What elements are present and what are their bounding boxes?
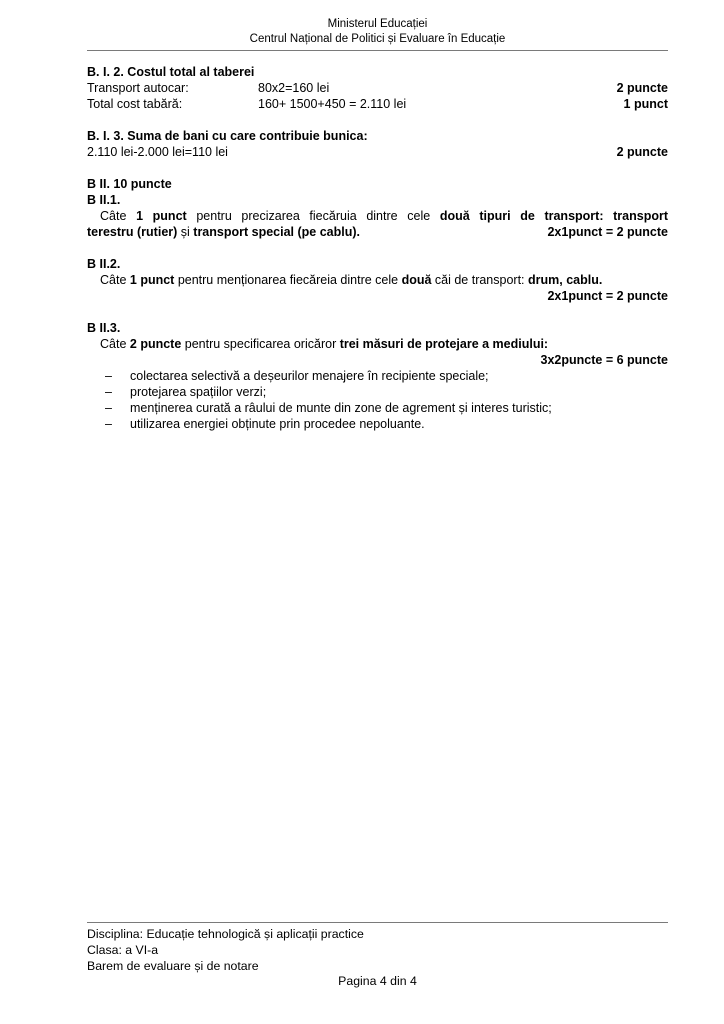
footer-class: Clasa: a VI-a (87, 942, 159, 957)
row-points: 2 puncte (616, 145, 668, 159)
row-points: 3x2puncte = 6 puncte (540, 353, 668, 367)
footer-divider (87, 922, 668, 923)
list-item-text: colectarea selectivă a deșeurilor menajere în recipiente speciale; (130, 369, 489, 383)
text-segment: Câte (100, 273, 130, 287)
section-b-ii-1-title: B II.1. (87, 193, 121, 207)
document-footer (87, 922, 668, 990)
document-header (87, 17, 668, 47)
text-segment: Câte (100, 337, 130, 351)
text-segment-bold: 2 puncte (129, 337, 182, 351)
bullet-dash: – (105, 385, 112, 399)
text-segment-bold: două (401, 273, 432, 287)
b-ii-3-text-line1 (87, 336, 668, 352)
row-points: 1 punct (623, 97, 668, 111)
footer-lines (87, 927, 668, 990)
ministry-name: Ministerul Educației (327, 18, 428, 30)
bullet-dash: – (105, 401, 112, 415)
document-body (87, 64, 668, 432)
bullet-dash: – (105, 417, 112, 431)
text-segment-bold: drum, cablu. (528, 273, 603, 287)
text-segment: și (177, 225, 194, 239)
b-ii-1-text-line2 (87, 224, 668, 240)
b-ii-1-text-line1 (87, 208, 668, 224)
bullet-dash: – (105, 369, 112, 383)
section-b-ii-3 (87, 320, 668, 432)
center-name: Centrul Național de Politici și Evaluare în Educație (249, 33, 506, 45)
text-segment: pentru menționarea fiecăreia dintre cele (174, 273, 402, 287)
row-calculation: 80x2=160 lei (258, 81, 330, 95)
text-segment-bold: 1 punct (129, 273, 175, 287)
cost-row-total (87, 96, 668, 112)
list-item (87, 384, 668, 400)
section-b-i-3-title: B. I. 3. Suma de bani cu care contribuie bunica: (87, 129, 368, 143)
text-segment: Câte (100, 209, 137, 223)
section-b-i-3 (87, 128, 668, 160)
list-item (87, 400, 668, 416)
row-calculation: 2.110 lei-2.000 lei=110 lei (87, 145, 228, 159)
section-b-ii-2 (87, 256, 668, 304)
cost-row-transport (87, 80, 668, 96)
footer-barem: Barem de evaluare și de notare (87, 958, 259, 973)
row-label: Transport autocar: (87, 81, 189, 95)
b-ii-2-text-line1 (87, 272, 668, 288)
row-points: 2x1punct = 2 puncte (547, 225, 668, 239)
section-b-i-2 (87, 64, 668, 112)
page-number: Pagina 4 din 4 (338, 974, 417, 989)
sum-row (87, 144, 668, 160)
text-segment: pentru specificarea oricăror (181, 337, 340, 351)
text-segment-bold: transport special (pe cablu). (193, 225, 360, 239)
text-segment-bold: două tipuri de transport: transport (439, 209, 668, 223)
section-b-ii-3-title: B II.3. (87, 321, 121, 335)
text-segment: pentru precizarea fiecăruia dintre cele (186, 209, 440, 223)
text-segment: căi de transport: (431, 273, 528, 287)
section-b-ii (87, 176, 668, 240)
list-item-text: protejarea spațiilor verzi; (130, 385, 267, 399)
text-segment-bold: 1 punct (136, 209, 187, 223)
list-item-text: menținerea curată a râului de munte din zone de agrement și interes turistic; (130, 401, 552, 415)
row-points: 2x1punct = 2 puncte (547, 289, 668, 303)
row-label: Total cost tabără: (87, 97, 183, 111)
list-item (87, 416, 668, 432)
section-b-i-2-title: B. I. 2. Costul total al taberei (87, 65, 255, 79)
header-divider (87, 50, 668, 51)
text-segment-bold: terestru (rutier) (87, 225, 178, 239)
text-segment-bold: trei măsuri de protejare a mediului: (339, 337, 549, 351)
list-item-text: utilizarea energiei obținute prin procedee nepoluante. (130, 417, 425, 431)
section-b-ii-2-title: B II.2. (87, 257, 121, 271)
row-calculation: 160+ 1500+450 = 2.110 lei (258, 97, 407, 111)
list-item (87, 368, 668, 384)
section-b-ii-title: B II. 10 puncte (87, 177, 172, 191)
row-points: 2 puncte (616, 81, 668, 95)
text-group (87, 224, 360, 240)
footer-discipline: Disciplina: Educație tehnologică și aplicații practice (87, 927, 364, 942)
